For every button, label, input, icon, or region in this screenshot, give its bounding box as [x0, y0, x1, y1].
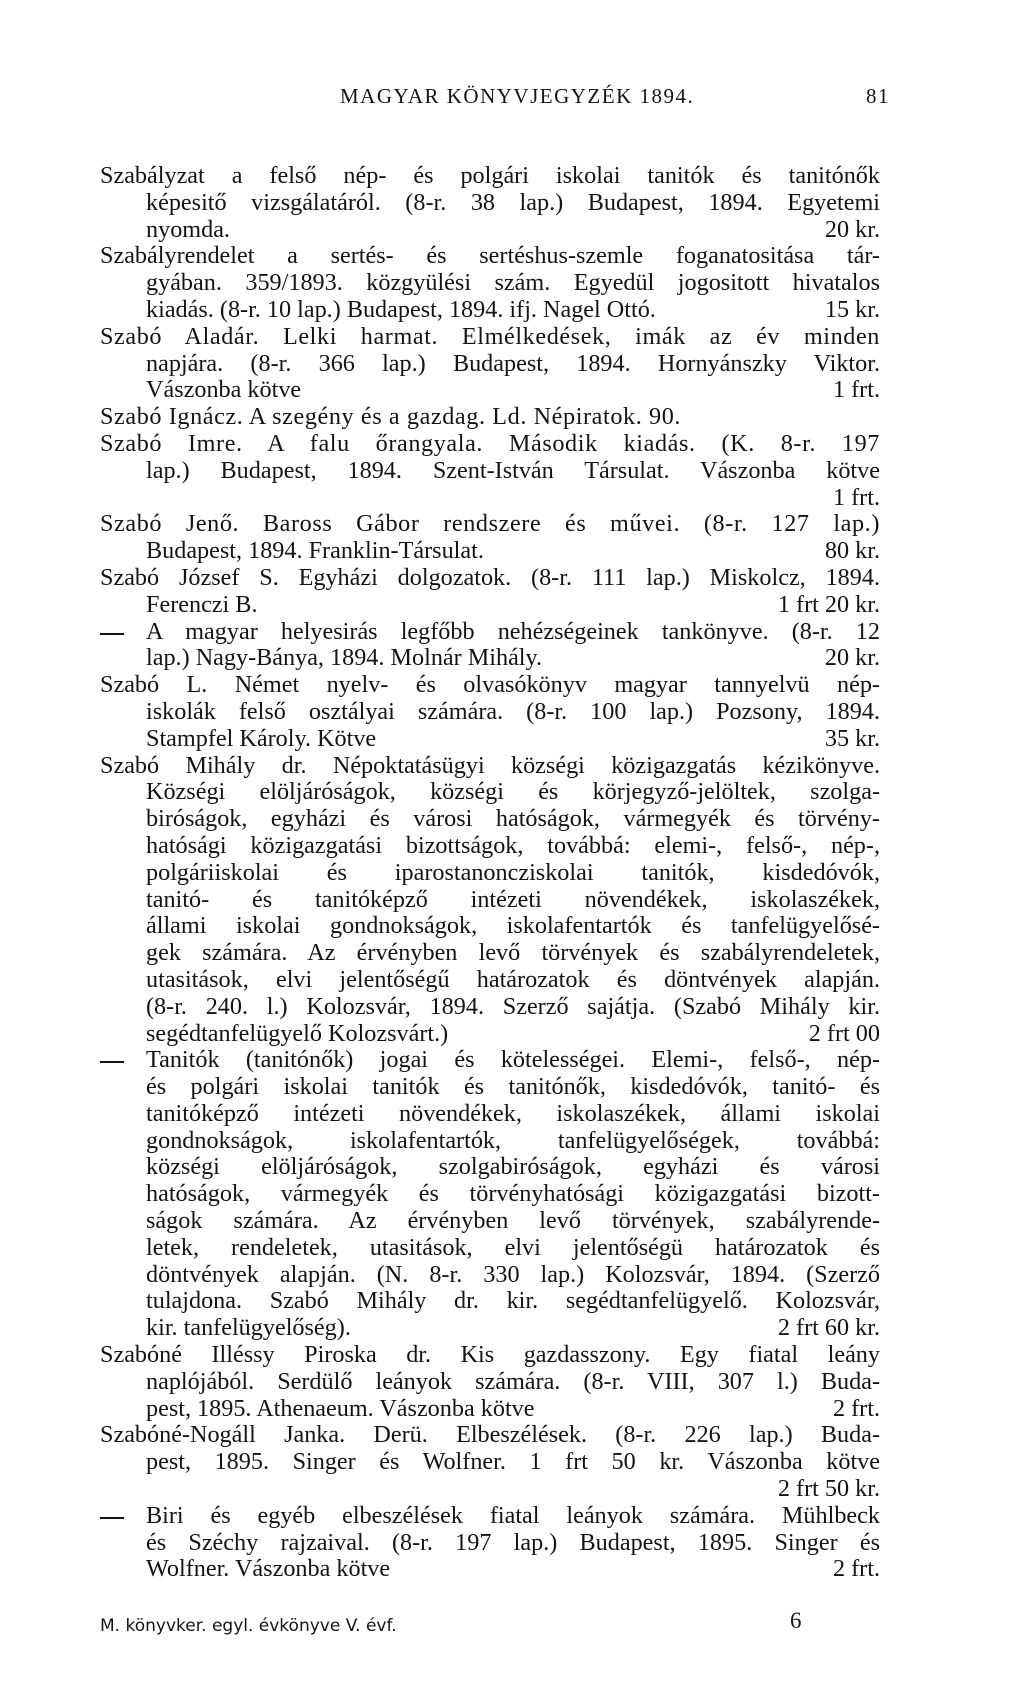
entry-line: döntvények alapján. (N. 8-r. 330 lap.) Kolozsvár, 1894. (Szerző: [146, 1260, 880, 1288]
entry-line: Szabó L. Német nyelv- és olvasókönyv magyar tannyelvü nép-: [100, 671, 880, 699]
entry-line: gyában. 359/1893. közgyülési szám. Egyedül jogositott hivatalos: [146, 269, 880, 297]
entry-line: gondnokságok, iskolafentartók, tanfelügyelőségek, továbbá:: [146, 1126, 880, 1154]
entry-line: és polgári iskolai tanitók és tanitónők, kisdedóvók, tanitó- és: [146, 1073, 880, 1101]
bibliography-entry: [100, 753, 880, 1048]
entry-price: 1 frt 20 kr.: [777, 590, 880, 618]
entry-line: és Széchy rajzaival. (8-r. 197 lap.) Budapest, 1895. Singer és: [146, 1528, 880, 1556]
running-title: MAGYAR KÖNYVJEGYZÉK 1894.: [340, 84, 695, 108]
entry-price: 1 frt.: [832, 376, 880, 404]
entry-line-with-price: [100, 726, 880, 753]
entry-line: Szabóné Illéssy Piroska dr. Kis gazdasszony. Egy fiatal leány: [100, 1341, 880, 1369]
bibliography-entry: [100, 431, 880, 511]
entry-price: 80 kr.: [824, 537, 880, 565]
bibliography-entry: [100, 672, 880, 752]
entry-line: letek, rendeletek, utasitások, elvi jelentőségü határozatok és: [146, 1233, 880, 1261]
entry-line: hatósági közigazgatási bizottságok, továbbá: elemi-, felső-, nép-,: [146, 831, 880, 859]
entry-line: iskolák felső osztályai számára. (8-r. 100 lap.) Pozsony, 1894.: [146, 697, 880, 725]
entry-line-with-price: [100, 485, 880, 512]
entry-price: 15 kr.: [824, 295, 880, 323]
bibliography-entry: [100, 511, 880, 565]
entry-price: 20 kr.: [824, 644, 880, 672]
entry-line: Szabó Ignácz. A szegény és a gazdag. Ld. Népiratok. 90.: [100, 403, 682, 431]
entry-line-dashed: [100, 619, 880, 646]
entry-price: 1 frt.: [832, 483, 880, 511]
entry-line: A magyar helyesirás legfőbb nehézségeinek tankönyve. (8-r. 12: [146, 617, 880, 645]
bibliography-entry: [100, 163, 880, 243]
entry-line-with-price: [100, 645, 880, 672]
bibliography-entry: [100, 1342, 880, 1422]
signature-number: 6: [790, 1608, 802, 1633]
entry-line: nyomda.: [146, 215, 230, 243]
entry-line: gek számára. Az érvényben levő törvények és szabályrendeletek,: [146, 939, 880, 967]
entry-line-dashed: [100, 1503, 880, 1530]
entry-line: polgáriiskolai és iparostanoncziskolai tanitók, kisdedóvók,: [146, 858, 880, 886]
entry-line: Községi elöljáróságok, községi és körjegyző-jelöltek, szolga-: [146, 778, 880, 806]
running-header: [100, 84, 890, 114]
entry-line: tulajdona. Szabó Mihály dr. kir. segédtanfelügyelő. Kolozsvár,: [146, 1287, 880, 1315]
entry-line: Szabó Aladár. Lelki harmat. Elmélkedések, imák az év minden: [100, 322, 880, 350]
entry-line: pest, 1895. Athenaeum. Vászonba kötve: [146, 1394, 535, 1422]
entry-line: hatóságok, vármegyék és törvényhatósági közigazgatási bizott-: [146, 1180, 880, 1208]
entry-line: ságok számára. Az érvényben levő törvények, szabályrende-: [146, 1207, 880, 1235]
entry-price: 35 kr.: [824, 724, 880, 752]
entry-line-with-price: [100, 217, 880, 244]
entry-price: 2 frt 00: [808, 1019, 880, 1047]
entry-line-with-price: [100, 538, 880, 565]
bibliography-entry: [100, 404, 880, 431]
entry-price: 20 kr.: [824, 215, 880, 243]
entry-line: Szabályrendelet a sertés- és sertéshus-szemle foganatositása tár-: [100, 242, 880, 270]
entry-price: 2 frt 50 kr.: [777, 1475, 880, 1503]
entry-line: Szabó Imre. A falu őrangyala. Második kiadás. (K. 8-r. 197: [100, 429, 880, 457]
entry-line: kir. tanfelügyelőség).: [146, 1314, 351, 1342]
entry-line-with-price: [100, 1021, 880, 1048]
bibliography-entry: [100, 565, 880, 619]
entry-line: naplójából. Serdülő leányok számára. (8-r. VIII, 307 l.) Buda-: [146, 1367, 880, 1395]
entry-line: Ferenczi B.: [146, 590, 258, 618]
entry-line: Vászonba kötve: [146, 376, 302, 404]
bibliography-entry: [100, 243, 880, 323]
entry-line: biróságok, egyházi és városi hatóságok, vármegyék és törvény-: [146, 805, 880, 833]
entry-line-with-price: [100, 592, 880, 619]
bibliography-entry: [100, 1047, 880, 1342]
entry-line: utasitások, elvi jelentőségű határozatok és döntvények alapján.: [146, 965, 880, 993]
bibliography-entry: [100, 619, 880, 673]
entry-line: tanitóképző intézeti növendékek, iskolaszékek, állami iskolai: [146, 1099, 880, 1127]
entry-price: 2 frt.: [832, 1555, 880, 1583]
page-number: 81: [866, 84, 890, 108]
entry-line: segédtanfelügyelő Kolozsvárt.): [146, 1019, 449, 1047]
entry-line: Wolfner. Vászonba kötve: [146, 1555, 391, 1583]
bibliography-entries: [100, 163, 880, 1583]
entry-line: Stampfel Károly. Kötve: [146, 724, 377, 752]
entry-line: állami iskolai gondnokságok, iskolafentartók és tanfelügyelősé-: [146, 912, 880, 940]
entry-line: Szabó Mihály dr. Népoktatásügyi községi közigazgatás kézikönyve.: [100, 751, 880, 779]
ditto-dash: [100, 1503, 124, 1530]
entry-line: tanitó- és tanitóképző intézeti növendékek, iskolaszékek,: [146, 885, 880, 913]
entry-line-with-price: [100, 1315, 880, 1342]
entry-line: lap.) Nagy-Bánya, 1894. Molnár Mihály.: [146, 644, 543, 672]
entry-line-with-price: [100, 377, 880, 404]
entry-line-with-price: [100, 1476, 880, 1503]
entry-line-with-price: [100, 297, 880, 324]
entry-line: Biri és egyéb elbeszélések fiatal leányok számára. Mühlbeck: [146, 1501, 880, 1529]
entry-line-with-price: [100, 1556, 880, 1583]
entry-line: Szabó József S. Egyházi dolgozatok. (8-r. 111 lap.) Miskolcz, 1894.: [100, 563, 880, 591]
entry-line: lap.) Budapest, 1894. Szent-István Társulat. Vászonba kötve: [146, 456, 880, 484]
bibliography-entry: [100, 324, 880, 404]
ditto-dash: [100, 1047, 124, 1074]
entry-line: pest, 1895. Singer és Wolfner. 1 frt 50 kr. Vászonba kötve: [146, 1448, 880, 1476]
entry-line: Budapest, 1894. Franklin-Társulat.: [146, 537, 484, 565]
entry-line: Szabóné-Nogáll Janka. Derü. Elbeszélések. (8-r. 226 lap.) Buda-: [100, 1421, 880, 1449]
entry-line: képesitő vizsgálatáról. (8-r. 38 lap.) Budapest, 1894. Egyetemi: [146, 188, 880, 216]
entry-line: Tanitók (tanitónők) jogai és kötelességei. Elemi-, felső-, nép-: [146, 1046, 880, 1074]
entry-price: 2 frt.: [832, 1394, 880, 1422]
entry-line: kiadás. (8-r. 10 lap.) Budapest, 1894. ifj. Nagel Ottó.: [146, 295, 656, 323]
entry-line: községi elöljáróságok, szolgabiróságok, egyházi és városi: [146, 1153, 880, 1181]
entry-line-with-price: [100, 1396, 880, 1423]
entry-line-dashed: [100, 1047, 880, 1074]
ditto-dash: [100, 619, 124, 646]
printer-signature: M. könyvker. egyl. évkönyve V. évf.: [100, 1616, 397, 1636]
entry-line: Szabó Jenő. Baross Gábor rendszere és művei. (8-r. 127 lap.): [100, 510, 880, 538]
signature-footer: [100, 1610, 890, 1640]
entry-line: Szabályzat a felső nép- és polgári iskolai tanitók és tanitónők: [100, 162, 880, 189]
bibliography-entry: [100, 1503, 880, 1583]
entry-line: napjára. (8-r. 366 lap.) Budapest, 1894. Hornyánszky Viktor.: [146, 349, 880, 377]
entry-line: (8-r. 240. l.) Kolozsvár, 1894. Szerző sajátja. (Szabó Mihály kir.: [146, 992, 880, 1020]
entry-price: 2 frt 60 kr.: [777, 1314, 880, 1342]
bibliography-entry: [100, 1422, 880, 1502]
